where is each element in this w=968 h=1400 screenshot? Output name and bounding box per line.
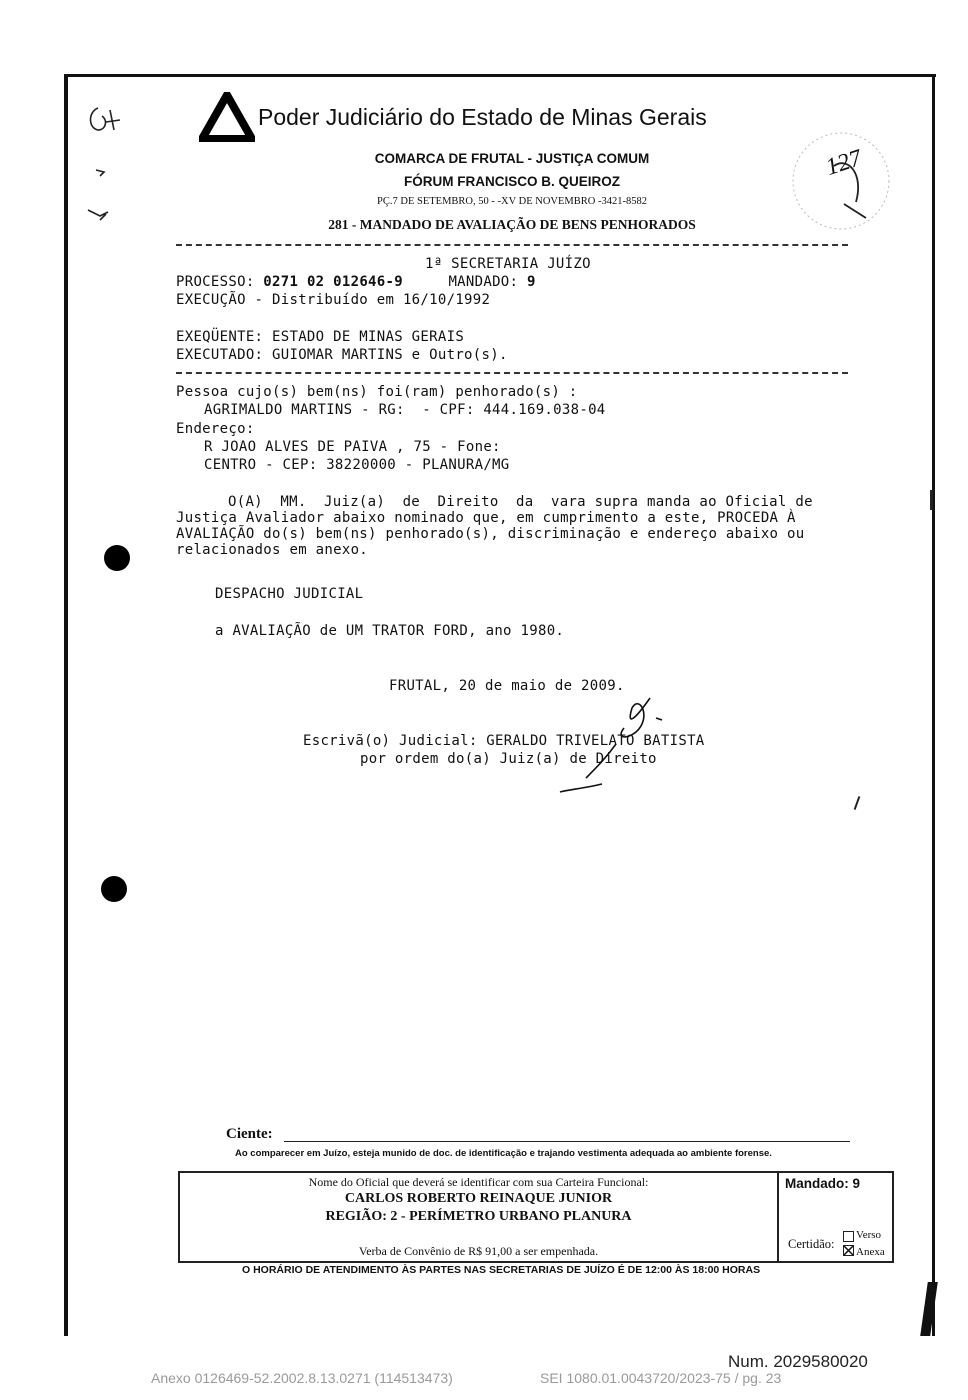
ciente-label: Ciente: [226, 1126, 273, 1142]
institution-title: Poder Judiciário do Estado de Minas Gerais [258, 104, 707, 130]
hours-notice: O HORÁRIO DE ATENDIMENTO ÀS PARTES NAS SECRETARIAS DE JUÍZO É DE 12:00 ÀS 18:00 HORAS [242, 1264, 761, 1276]
scan-border-top [64, 74, 936, 77]
handwritten-marks-left [80, 100, 130, 230]
punch-hole-top [104, 545, 130, 571]
execucao-line: EXECUÇÃO - Distribuído em 16/10/1992 [176, 292, 491, 308]
exequente-line: EXEQÜENTE: ESTADO DE MINAS GERAIS [176, 329, 465, 345]
executado-line: EXECUTADO: GUIOMAR MARTINS e Outro(s). [176, 347, 508, 363]
forum-line: FÓRUM FRANCISCO B. QUEIROZ [404, 174, 620, 189]
box-mandado: Mandado: 9 [785, 1176, 861, 1191]
checkmark-x-icon [843, 1245, 854, 1256]
checkbox-anexa[interactable] [843, 1245, 854, 1256]
mandado-number: 9 [527, 274, 536, 290]
person-intro: Pessoa cujo(s) bem(ns) foi(ram) penhorado(s) : [176, 384, 578, 400]
order-line: por ordem do(a) Juiz(a) de Direito [360, 751, 657, 767]
paragraph-line: AVALIAÇÃO do(s) bem(ns) penhorado(s), discriminação e endereço abaixo ou [176, 526, 805, 542]
secretaria: 1ª SECRETARIA JUÍZO [425, 256, 591, 272]
processo-number: 0271 02 012646-9 [263, 274, 403, 290]
scan-border-left [64, 74, 68, 1336]
scan-border-right [932, 74, 935, 1336]
punch-hole-bottom [101, 876, 127, 902]
mandado-label: MANDADO: [448, 274, 519, 290]
clerk-line: Escrivã(o) Judicial: GERALDO TRIVELATO BATISTA [303, 733, 705, 749]
certidao-option-anexa: Anexa [856, 1246, 885, 1258]
annex-reference: Anexo 0126469-52.2002.8.13.0271 (114513473) [151, 1370, 453, 1386]
despacho-text: a AVALIAÇÃO de UM TRATOR FORD, ano 1980. [215, 623, 565, 639]
place-date: FRUTAL, 20 de maio de 2009. [389, 678, 625, 694]
officer-box-divider [777, 1171, 779, 1263]
handwritten-number: 127 [822, 145, 865, 181]
document-number: Num. 2029580020 [728, 1352, 868, 1371]
officer-intro: Nome do Oficial que deverá se identificar com sua Carteira Funcional: [308, 1175, 649, 1189]
paragraph-line: relacionados em anexo. [176, 542, 369, 558]
checkbox-verso[interactable] [843, 1231, 854, 1242]
certidao-option-verso: Verso [856, 1229, 882, 1241]
separator-middle [176, 372, 848, 374]
margin-mark [854, 796, 861, 810]
verba-line: Verba de Convênio de R$ 91,00 a ser empenhada. [358, 1244, 599, 1258]
ciente-signature-line [284, 1141, 850, 1142]
sei-reference: SEI 1080.01.0043720/2023-75 / pg. 23 [540, 1370, 782, 1386]
processo-line [176, 274, 536, 290]
certidao-label: Certidão: [788, 1237, 835, 1251]
separator-top [176, 244, 848, 246]
comarca-line: COMARCA DE FRUTAL - JUSTIÇA COMUM [374, 151, 650, 166]
scan-artifact [920, 1282, 938, 1336]
margin-mark [930, 490, 933, 510]
mandate-paragraph [176, 494, 876, 558]
processo-label: PROCESSO: [176, 274, 255, 290]
officer-name: CARLOS ROBERTO REINAQUE JUNIOR [344, 1191, 613, 1206]
officer-region: REGIÃO: 2 - PERÍMETRO URBANO PLANURA [325, 1209, 632, 1224]
paragraph-line: Justiça Avaliador abaixo nominado que, em cumprimento a este, PROCEDA À [176, 510, 796, 526]
despacho-title: DESPACHO JUDICIAL [215, 586, 364, 602]
document-type: 281 - MANDADO DE AVALIAÇÃO DE BENS PENHORADOS [328, 217, 696, 232]
triangle-logo-icon [199, 92, 255, 142]
city-line: CENTRO - CEP: 38220000 - PLANURA/MG [204, 457, 510, 473]
address-line: PÇ.7 DE SETEMBRO, 50 - -XV DE NOVEMBRO -3421-8582 [377, 196, 647, 207]
ciente-notice: Ao comparecer em Juízo, esteja munido de doc. de identificação e trajando vestimenta adequada ao ambiente forense. [235, 1148, 772, 1159]
person-name-line: AGRIMALDO MARTINS - RG: - CPF: 444.169.038-04 [204, 402, 606, 418]
paragraph-line: O(A) MM. Juiz(a) de Direito da vara supra manda ao Oficial de [228, 494, 813, 510]
street-line: R JOAO ALVES DE PAIVA , 75 - Fone: [204, 439, 501, 455]
address-label: Endereço: [176, 421, 255, 437]
